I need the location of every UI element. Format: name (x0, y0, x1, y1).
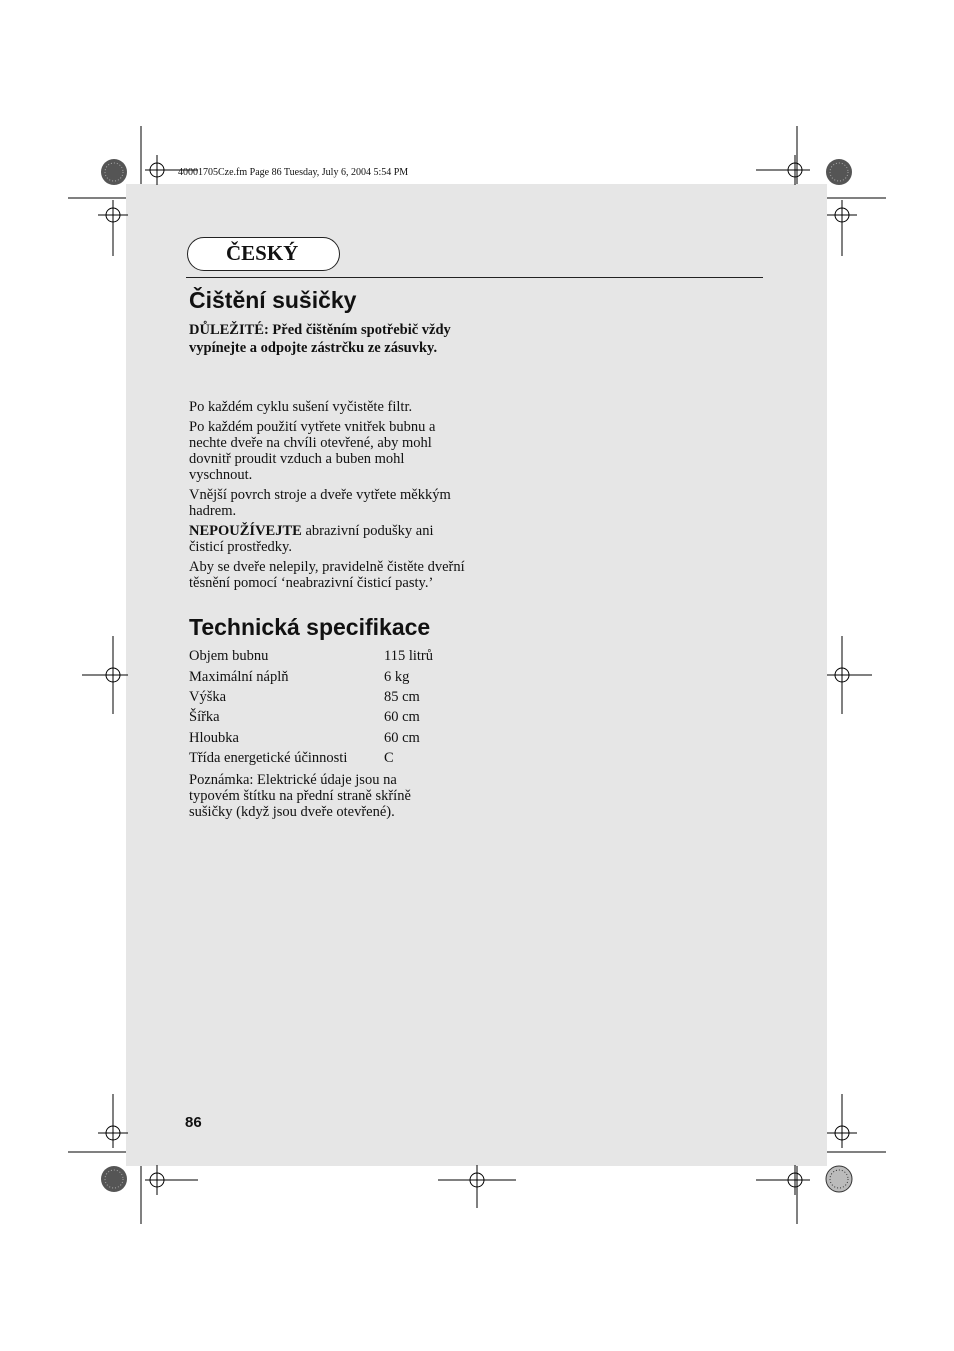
spec-value: 60 cm (384, 709, 420, 725)
color-target (101, 159, 127, 185)
registration-mark (98, 200, 128, 256)
important-notice: DŮLEŽITÉ: Před čištěním spotřebič vždy vypínejte a odpojte zástrčku ze zásuvky. (189, 322, 451, 356)
spec-label: Šířka (189, 709, 220, 725)
registration-mark (145, 1165, 198, 1195)
color-target (826, 1166, 852, 1192)
registration-mark (756, 155, 810, 185)
color-target (826, 159, 852, 185)
paragraph: Po každém cyklu sušení vyčistěte filtr. (189, 399, 413, 415)
registration-mark (827, 1094, 857, 1148)
spec-label: Výška (189, 689, 227, 705)
registration-mark (756, 1165, 810, 1195)
language-tab (187, 237, 340, 271)
registration-mark (827, 636, 872, 714)
registration-mark (98, 1094, 128, 1148)
spec-value: 60 cm (384, 730, 420, 746)
cleaning-title: Čištění sušičky (189, 287, 357, 313)
page-number: 86 (185, 1114, 202, 1131)
spec-label: Maximální náplň (189, 669, 289, 685)
spec-value: 85 cm (384, 689, 420, 705)
spec-value: C (384, 750, 394, 766)
spec-value: 6 kg (384, 669, 410, 685)
registration-mark (827, 200, 857, 256)
header-rule (186, 277, 763, 278)
paragraph: Po každém použití vytřete vnitřek bubnu a nechte dveře na chvíli otevřené, aby mohl dovnitř proudit vzduch a buben mohl vyschnout. (189, 419, 436, 483)
color-target (101, 1166, 127, 1192)
spec-label: Hloubka (189, 730, 239, 746)
spec-value: 115 litrů (384, 648, 434, 664)
paragraph-warning (189, 523, 467, 555)
specs-note: Poznámka: Elektrické údaje jsou na typovém štítku na přední straně skříně sušičky (když jsou dveře otevřené). (189, 772, 411, 820)
language-label: ČESKÝ (226, 241, 299, 265)
spec-label: Třída energetické účinnosti (189, 750, 348, 766)
spec-label: Objem bubnu (189, 648, 269, 664)
file-slug: 40001705Cze.fm Page 86 Tuesday, July 6, 2004 5:54 PM (178, 167, 409, 178)
warning-emphasis: NEPOUŽÍVEJTE (189, 523, 302, 539)
warning-text: abrazivní podušky ani čisticí prostředky. (189, 523, 434, 555)
paragraph: Vnější povrch stroje a dveře vytřete měkkým hadrem. (189, 487, 451, 519)
paragraph: Aby se dveře nelepily, pravidelně čistěte dveřní těsnění pomocí ‘neabrazivní čisticí pasty.’ (189, 559, 465, 591)
registration-mark (438, 1165, 516, 1208)
registration-mark (82, 636, 128, 714)
specs-title: Technická specifikace (189, 614, 431, 640)
